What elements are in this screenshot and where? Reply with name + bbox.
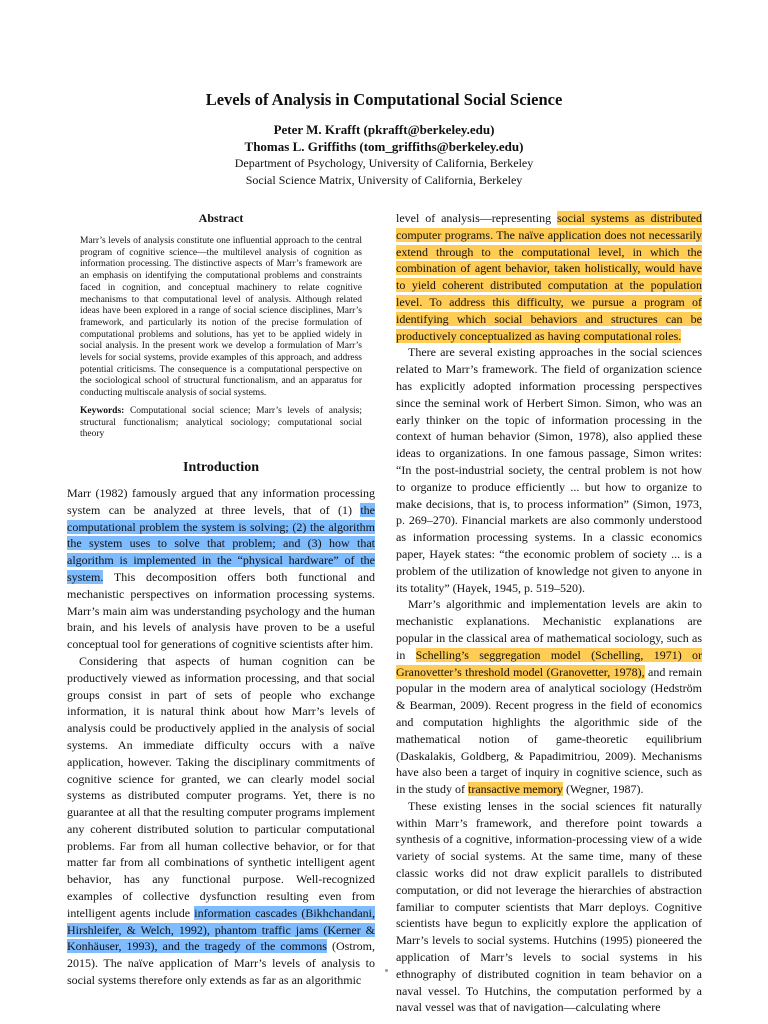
intro-p2-text-b: (Ostrom, 2015). The naïve application of Marr’s levels of analysis to social systems therefore only extends as far as an algorithmic — [67, 939, 375, 988]
highlight-schelling-granovetter[interactable]: Schelling’s seggregation model (Schelling, 1971) or Granovetter’s threshold model (Granovetter, 1978), — [396, 647, 702, 679]
intro-paragraph-1 — [67, 485, 375, 653]
paper-title: Levels of Analysis in Computational Social Science — [205, 90, 563, 109]
highlight-dysfunction-examples[interactable]: information cascades (Bikhchandani, Hirshleifer, & Welch, 1992), phantom traffic jams (Kerner & Konhäuser, 1993), and the tragedy of the commons — [67, 905, 375, 954]
author-2: Thomas L. Griffiths (tom_griffiths@berkeley.edu) — [244, 139, 524, 154]
right-p3-text-b: and remain popular in the modern area of analytical sociology (Hedström & Bearman, 2009). Recent progress in the field of economics and computation highlights the algorithmic side of the mathematical notion of game-theoretic equilibrium (Daskalakis, Goldberg, & Papadimitriou, 2009). Mechanisms have also been a target of inquiry in cognitive science, such as in the study of — [396, 664, 702, 797]
right-paragraph-3 — [396, 596, 702, 798]
left-column — [67, 210, 375, 989]
intro-p1-text-a: Marr (1982) famously argued that any information processing system can be analyzed at three levels, that of (1) — [67, 485, 375, 517]
intro-p2-text-a: Considering that aspects of human cognition can be productively viewed as information processing, and that social groups consist in part of sets of people who exchange information, it is natural think about how Marr’s levels of analysis could be productively applied in the analysis of social systems. An immediate difficulty occurs with a naïve application, however. Taking the disciplinary commitments of cognitive science for granted, we can clearly model social systems as distributed computer programs. Yet, there is no guarantee at all that the resulting computer programs implement any coherent distributed solution to particular computational problems. Far from all human collective behavior, or for that matter far from all combinations of synthetic intelligent agent behavior, has any functional purpose. Well-recognized examples of collective dysfunction resulting even from intelligent agents include — [67, 653, 375, 920]
intro-p1-text-b: This decomposition offers both functional and mechanistic perspectives on information processing systems. Marr’s main aim was understanding psychology and the human brain, and his levels of analysis have proven to be a useful conceptual tool for generations of cognitive scientists after him. — [67, 569, 375, 652]
right-p3-text-c: (Wegner, 1987). — [562, 782, 644, 797]
highlight-distributed-programs[interactable]: social systems as distributed computer programs. The naïve application does not necessarily extend through to the computational level, in which the combination of agent behavior, taken holistically, would have to yield coherent distributed computation at the population level. To address this difficulty, we pursue a program of identifying which social behaviors and structures can be productively conceptualized as having computational roles. — [396, 211, 702, 343]
right-column — [396, 210, 702, 1016]
page-dot-marker — [385, 969, 388, 972]
keywords-label: Keywords: — [80, 405, 125, 416]
right-paragraph-4: These existing lenses in the social sciences fit naturally within Marr’s framework, and therefore point towards a synthesis of a cognitive, information-processing view of a wide variety of social systems. At the same time, many of these classic works did not draw explicit parallels to distributed computation, or did not leverage the hierarchies of abstraction familiar to computer scientists that Marr deploys. Cognitive scientists have begun to explicitly explore the application of Marr’s levels to social systems. Hutchins (1995) pioneered the application of Marr’s levels to social systems in his ethnography of distributed cognition in team behavior on a naval vessel. To Hutchins, the computation performed by a naval vessel was that of navigation—calculating where — [396, 798, 702, 1015]
abstract-heading: Abstract — [198, 211, 244, 225]
highlight-levels[interactable]: the computational problem the system is solving; (2) the algorithm the system uses to solve that problem; and (3) how that algorithm is implemented in the “physical hardware” of the system. — [67, 502, 375, 584]
right-paragraph-2: There are several existing approaches in the social sciences related to Marr’s framework. The field of organization science has explicitly adopted information processing perspectives since the seminal work of Herbert Simon. Simon, who was an early thinker on the topic of information processing in the context of human behavior (Simon, 1978), also applied these ideas to organizations. In one famous passage, Simon writes: “In the post-industrial society, the central problem is not how to organize to produce efficiently ... but how to organize to make decisions, that is, to process information” (Simon, 1973, p. 269–270). Financial markets are also commonly understood as information processing systems. In a classic economics paper, Hayek states: “the economic problem of society ... is a problem of the utilization of knowledge not given to anyone in its totality” (Hayek, 1945, p. 519–520). — [396, 345, 702, 595]
affiliation-1: Department of Psychology, University of California, Berkeley — [234, 156, 534, 170]
author-block — [0, 121, 768, 189]
highlight-transactive-memory[interactable]: transactive memory — [468, 782, 563, 797]
keywords — [80, 406, 362, 441]
right-p3-text-a: Marr’s algorithmic and implementation levels are akin to mechanistic explanations. Mechanistic explanations are popular in the classical area of mathematical sociology, such as in — [396, 597, 702, 662]
intro-paragraph-2 — [67, 653, 375, 989]
author-1: Peter M. Krafft (pkrafft@berkeley.edu) — [273, 122, 495, 137]
right-p1-text-a: level of analysis—representing — [396, 211, 557, 225]
right-paragraph-1 — [396, 210, 702, 344]
keywords-text: Computational social science; Marr’s levels of analysis; structural functionalism; analytical sociology; computational social theory — [80, 405, 363, 440]
affiliation-2: Social Science Matrix, University of California, Berkeley — [245, 173, 523, 187]
abstract-text: Marr’s levels of analysis constitute one influential approach to the central program of cognitive science—the multilevel analysis of cognition as information processing. The distinctive aspects of Marr’s framework are an emphasis on identifying the computational problems and constraints faced in cognition, and conceptual machinery to relate cognitive mechanisms to that computational level of analysis. Although related ideas have been explored in a range of social science disciplines, Marr’s framework, and particularly its notion of the precise formulation of computational problems and solutions, has yet to be applied widely in social analysis. In the present work we develop a formulation of Marr’s levels for social systems, provide examples of this approach, and address potential criticisms. The consequence is a computational perspective on the sociological school of structural functionalism, and an apparatus for conducting multiscale analysis of social systems. — [80, 236, 362, 399]
introduction-heading: Introduction — [183, 459, 259, 475]
